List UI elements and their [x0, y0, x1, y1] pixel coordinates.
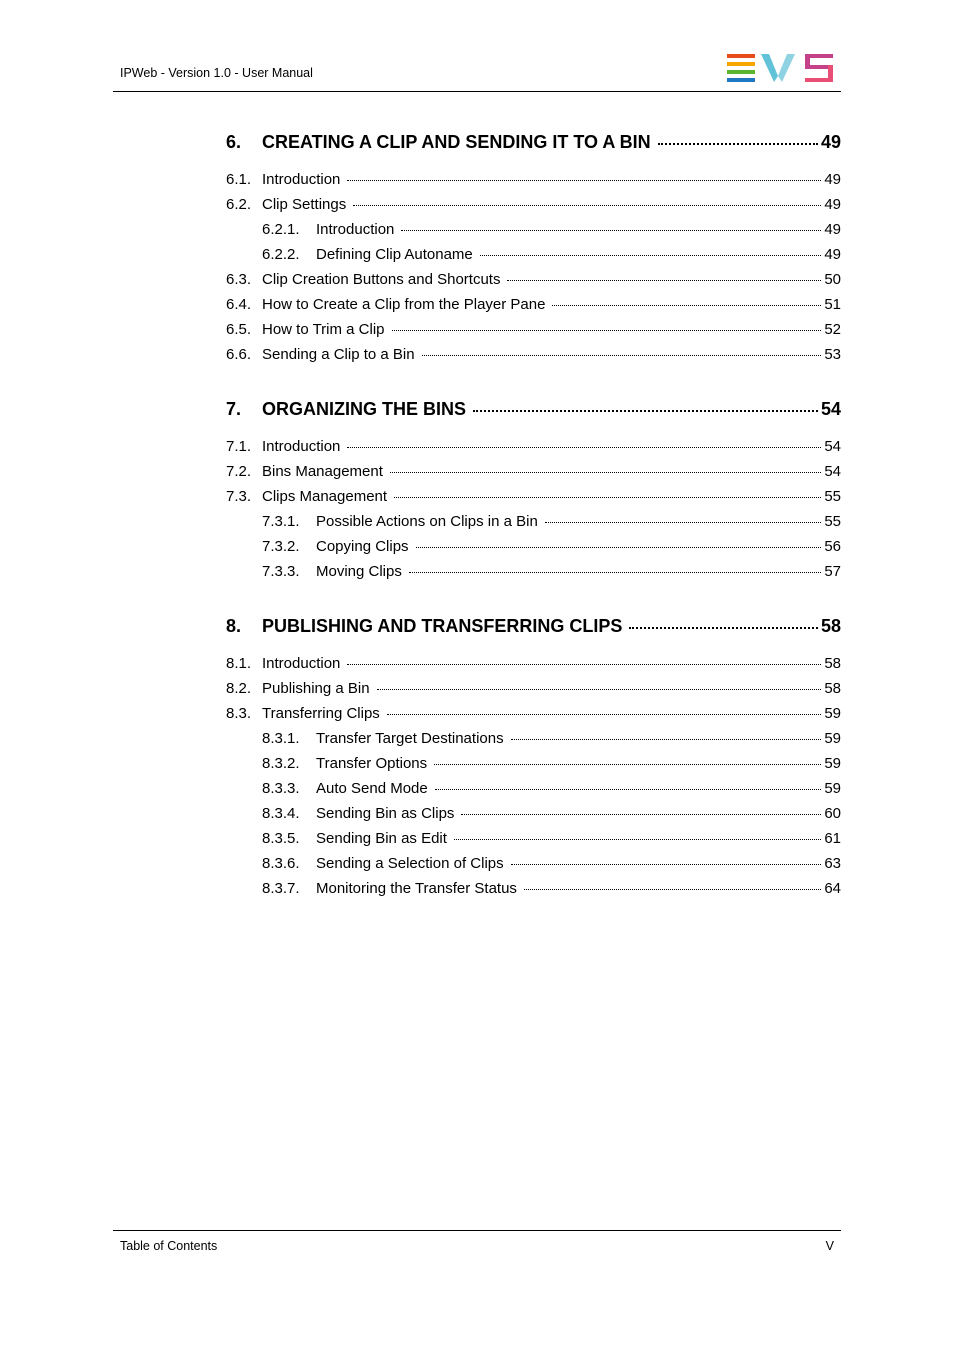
- logo-e-bar-2: [727, 62, 755, 66]
- toc-entry-7-3-1[interactable]: [226, 511, 841, 536]
- toc-chapter-7[interactable]: [226, 395, 841, 427]
- toc-entry-7-3-3[interactable]: [226, 561, 841, 586]
- entry-number: 7.3.2.: [262, 538, 300, 555]
- entry-number: 6.5.: [226, 321, 252, 338]
- entry-page: 64: [824, 880, 841, 897]
- entry-page: 56: [824, 538, 841, 555]
- dot-leader: [545, 522, 822, 523]
- entry-number: 8.3.3.: [262, 780, 300, 797]
- footer-section-title: Table of Contents: [120, 1239, 218, 1253]
- logo-s-bottom: [805, 78, 833, 82]
- entry-title: Introduction: [262, 438, 341, 455]
- entry-page: 49: [824, 171, 841, 188]
- dot-leader: [552, 305, 821, 306]
- entry-number: 7.3.1.: [262, 513, 300, 530]
- entry-page: 55: [824, 513, 841, 530]
- entry-title: Introduction: [316, 221, 395, 238]
- chapter-page: 58: [820, 616, 841, 636]
- dot-leader: [422, 355, 822, 356]
- entry-number: 6.1.: [226, 171, 252, 188]
- entry-page: 59: [824, 780, 841, 797]
- chapter-title: CREATING A CLIP AND SENDING IT TO A BIN: [262, 132, 651, 152]
- chapter-number: 6.: [226, 132, 242, 152]
- entry-title: Copying Clips: [316, 538, 409, 555]
- toc-entry-6-2[interactable]: [226, 194, 841, 219]
- entry-number: 8.3.5.: [262, 830, 300, 847]
- table-of-contents: [226, 128, 841, 903]
- entry-page: 59: [824, 730, 841, 747]
- dot-leader: [480, 255, 822, 256]
- entry-title: Possible Actions on Clips in a Bin: [316, 513, 538, 530]
- chapter-title: ORGANIZING THE BINS: [262, 399, 467, 419]
- entry-title: Defining Clip Autoname: [316, 246, 473, 263]
- toc-entry-8-3-3[interactable]: [226, 778, 841, 803]
- dot-leader: [629, 627, 818, 629]
- toc-entry-7-1[interactable]: [226, 436, 841, 461]
- document-title: IPWeb - Version 1.0 - User Manual: [120, 66, 313, 80]
- toc-chapter-6[interactable]: [226, 128, 841, 160]
- footer-page-number: V: [825, 1239, 834, 1253]
- toc-entry-8-3-7[interactable]: [226, 878, 841, 903]
- toc-entry-8-3-4[interactable]: [226, 803, 841, 828]
- chapter-page: 54: [820, 399, 841, 419]
- toc-chapter-8[interactable]: [226, 612, 841, 644]
- dot-leader: [473, 410, 818, 412]
- dot-leader: [347, 447, 821, 448]
- dot-leader: [658, 143, 818, 145]
- entry-page: 63: [824, 855, 841, 872]
- entry-number: 8.1.: [226, 655, 252, 672]
- dot-leader: [507, 280, 821, 281]
- dot-leader: [392, 330, 822, 331]
- entry-page: 55: [824, 488, 841, 505]
- entry-number: 7.3.3.: [262, 563, 300, 580]
- entry-number: 8.3.4.: [262, 805, 300, 822]
- toc-entry-8-2[interactable]: [226, 678, 841, 703]
- toc-entry-8-3-1[interactable]: [226, 728, 841, 753]
- dot-leader: [409, 572, 821, 573]
- page-header: [113, 0, 841, 92]
- toc-entry-8-3-5[interactable]: [226, 828, 841, 853]
- logo-e-bar-3: [727, 70, 755, 74]
- dot-leader: [454, 839, 821, 840]
- entry-title: Clip Settings: [262, 196, 347, 213]
- toc-entry-6-5[interactable]: [226, 319, 841, 344]
- entry-page: 49: [824, 221, 841, 238]
- entry-page: 59: [824, 705, 841, 722]
- entry-number: 7.2.: [226, 463, 252, 480]
- entry-title: Clips Management: [262, 488, 388, 505]
- logo-v-right: [778, 54, 795, 82]
- toc-entry-6-3[interactable]: [226, 269, 841, 294]
- entry-page: 52: [824, 321, 841, 338]
- logo-e-bar-1: [727, 54, 755, 58]
- dot-leader: [394, 497, 821, 498]
- entry-title: Sending a Clip to a Bin: [262, 346, 415, 363]
- entry-title: Clip Creation Buttons and Shortcuts: [262, 271, 501, 288]
- dot-leader: [347, 664, 821, 665]
- entry-title: Transfer Options: [316, 755, 428, 772]
- toc-entry-8-3-6[interactable]: [226, 853, 841, 878]
- entry-number: 8.3.1.: [262, 730, 300, 747]
- entry-page: 61: [824, 830, 841, 847]
- chapter-number: 7.: [226, 399, 242, 419]
- toc-entry-7-3[interactable]: [226, 486, 841, 511]
- entry-page: 53: [824, 346, 841, 363]
- entry-number: 6.2.: [226, 196, 252, 213]
- dot-leader: [434, 764, 821, 765]
- toc-entry-7-2[interactable]: [226, 461, 841, 486]
- entry-page: 49: [824, 246, 841, 263]
- entry-title: How to Create a Clip from the Player Pane: [262, 296, 546, 313]
- dot-leader: [524, 889, 821, 890]
- entry-number: 6.2.2.: [262, 246, 300, 263]
- toc-entry-6-6[interactable]: [226, 344, 841, 369]
- toc-entry-6-2-1[interactable]: [226, 219, 841, 244]
- entry-title: Monitoring the Transfer Status: [316, 880, 517, 897]
- entry-title: Sending a Selection of Clips: [316, 855, 504, 872]
- chapter-number: 8.: [226, 616, 242, 636]
- entry-page: 57: [824, 563, 841, 580]
- dot-leader: [511, 739, 822, 740]
- toc-entry-6-2-2[interactable]: [226, 244, 841, 269]
- dot-leader: [401, 230, 821, 231]
- toc-entry-8-3-2[interactable]: [226, 753, 841, 778]
- entry-title: Moving Clips: [316, 563, 402, 580]
- entry-number: 8.3.6.: [262, 855, 300, 872]
- toc-entry-6-4[interactable]: [226, 294, 841, 319]
- entry-title: Sending Bin as Edit: [316, 830, 447, 847]
- entry-title: Publishing a Bin: [262, 680, 370, 697]
- entry-number: 8.2.: [226, 680, 252, 697]
- dot-leader: [387, 714, 822, 715]
- evs-logo: [727, 54, 833, 82]
- entry-page: 60: [824, 805, 841, 822]
- entry-number: 8.3.2.: [262, 755, 300, 772]
- dot-leader: [353, 205, 821, 206]
- entry-title: Introduction: [262, 171, 341, 188]
- entry-title: Auto Send Mode: [316, 780, 428, 797]
- entry-page: 54: [824, 438, 841, 455]
- entry-title: Transfer Target Destinations: [316, 730, 504, 747]
- dot-leader: [416, 547, 822, 548]
- entry-number: 8.3.7.: [262, 880, 300, 897]
- toc-entry-7-3-2[interactable]: [226, 536, 841, 561]
- entry-title: Transferring Clips: [262, 705, 380, 722]
- dot-leader: [435, 789, 822, 790]
- entry-number: 8.3.: [226, 705, 252, 722]
- entry-number: 6.4.: [226, 296, 252, 313]
- dot-leader: [390, 472, 821, 473]
- entry-number: 7.1.: [226, 438, 252, 455]
- entry-title: How to Trim a Clip: [262, 321, 385, 338]
- chapter-title: PUBLISHING AND TRANSFERRING CLIPS: [262, 616, 623, 636]
- entry-title: Introduction: [262, 655, 341, 672]
- entry-title: Bins Management: [262, 463, 383, 480]
- page-footer: [113, 1230, 841, 1253]
- dot-leader: [511, 864, 822, 865]
- dot-leader: [347, 180, 821, 181]
- entry-page: 50: [824, 271, 841, 288]
- entry-page: 54: [824, 463, 841, 480]
- entry-page: 58: [824, 655, 841, 672]
- chapter-page: 49: [820, 132, 841, 152]
- entry-page: 51: [824, 296, 841, 313]
- logo-e-bar-4: [727, 78, 755, 82]
- entry-number: 6.3.: [226, 271, 252, 288]
- entry-title: Sending Bin as Clips: [316, 805, 455, 822]
- dot-leader: [461, 814, 821, 815]
- entry-number: 7.3.: [226, 488, 252, 505]
- logo-v-left: [761, 54, 778, 82]
- dot-leader: [377, 689, 822, 690]
- entry-page: 49: [824, 196, 841, 213]
- entry-number: 6.2.1.: [262, 221, 300, 238]
- toc-entry-8-1[interactable]: [226, 653, 841, 678]
- entry-number: 6.6.: [226, 346, 252, 363]
- toc-entry-8-3[interactable]: [226, 703, 841, 728]
- entry-page: 58: [824, 680, 841, 697]
- entry-page: 59: [824, 755, 841, 772]
- toc-entry-6-1[interactable]: [226, 169, 841, 194]
